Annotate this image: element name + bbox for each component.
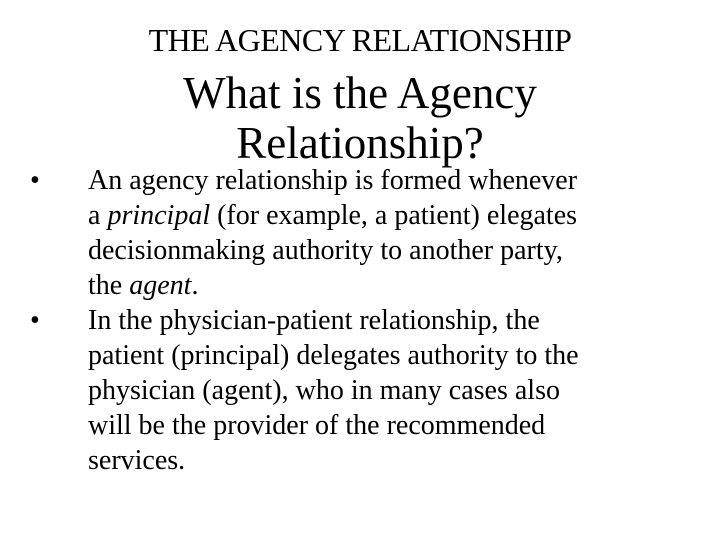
bullet-list (30, 163, 700, 478)
bullet-icon: • (30, 165, 40, 196)
principal-term: principal (107, 200, 211, 231)
slide-title-line-2: Relationship? (236, 118, 484, 168)
bullet-text-fragment: . (191, 270, 199, 301)
bullet-text-line: An agency relationship is formed whenever (88, 165, 578, 196)
bullet-text-line: patient (principal) delegates authority to the (88, 340, 579, 371)
slide-title (0, 68, 720, 168)
bullet-text-fragment: (for example, a patient) elegates (210, 200, 578, 231)
bullet-text-line: In the physician-patient relationship, the (88, 305, 540, 336)
bullet-text-line: decisionmaking authority to another party, (88, 235, 563, 266)
bullet-text-line (88, 198, 700, 233)
bullet-item-agency-definition (30, 163, 700, 303)
bullet-text-line: services. (88, 445, 186, 476)
bullet-text-fragment: a (88, 200, 108, 231)
slide-header: THE AGENCY RELATIONSHIP (148, 22, 572, 58)
bullet-text-line (88, 268, 700, 303)
bullet-text-line: physician (agent), who in many cases also (88, 375, 560, 406)
bullet-icon: • (30, 305, 40, 336)
agent-term: agent (129, 270, 192, 301)
bullet-item-physician-patient (30, 303, 700, 478)
bullet-text-line: will be the provider of the recommended (88, 410, 546, 441)
bullet-text-fragment: the (88, 270, 130, 301)
slide-title-line-1: What is the Agency (183, 68, 537, 118)
